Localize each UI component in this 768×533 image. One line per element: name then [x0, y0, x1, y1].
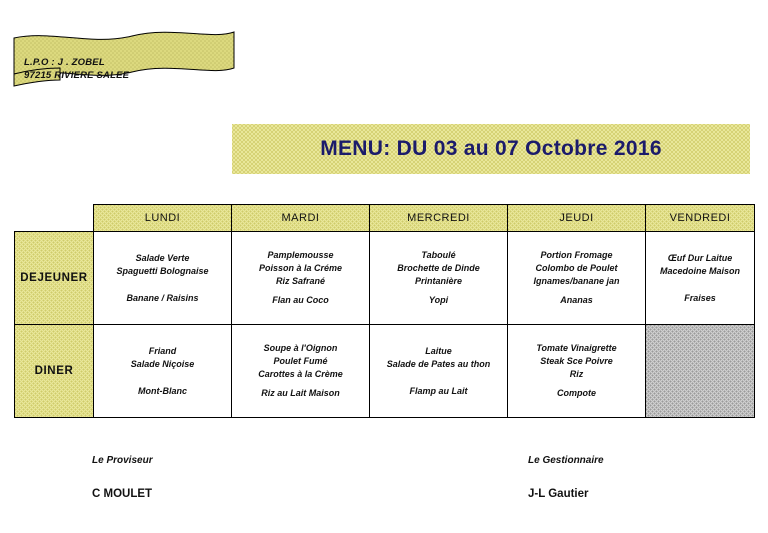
signature-proviseur: [92, 455, 153, 500]
dish: Tomate Vinaigrette: [536, 343, 617, 353]
dish: Steak Sce Poivre: [540, 356, 613, 366]
menu-table: [14, 204, 755, 418]
dish: Colombo de Poulet: [535, 263, 618, 273]
dish: Poisson à la Créme: [258, 263, 343, 273]
dessert: Flamp au Lait: [409, 385, 468, 396]
dish: Riz Safrané: [275, 276, 326, 286]
cell-diner-mercredi: [370, 325, 508, 418]
dish: Soupe à l'Oignon: [263, 343, 338, 353]
dish: Riz: [569, 369, 584, 379]
dish: Portion Fromage: [540, 250, 613, 260]
dish: Œuf Dur Laitue: [667, 252, 733, 263]
row-label-diner: DINER: [15, 325, 94, 418]
cell-diner-jeudi: [508, 325, 646, 418]
table-row: [15, 325, 755, 418]
cell-dejeuner-lundi: [94, 232, 232, 325]
school-name: L.P.O : J . ZOBEL: [24, 57, 105, 68]
dish: Brochette de Dinde: [397, 263, 480, 273]
dish: Taboulé: [421, 250, 456, 260]
dish: Salade de Pates au thon: [386, 358, 491, 369]
column-header-mercredi: MERCREDI: [370, 205, 508, 232]
dish: Printanière: [414, 276, 463, 286]
cell-diner-vendredi-empty: [646, 325, 755, 418]
cell-dejeuner-vendredi: [646, 232, 755, 325]
dish: Salade Niçoise: [130, 358, 195, 369]
dish: Laitue: [425, 345, 452, 356]
dessert: Ananas: [560, 295, 593, 305]
column-header-lundi: LUNDI: [94, 205, 232, 232]
cell-dejeuner-jeudi: [508, 232, 646, 325]
school-address-block: [24, 56, 129, 82]
school-city: 97215 RIVIERE SALEE: [24, 70, 130, 81]
cell-diner-mardi: [232, 325, 370, 418]
signature-name: J-L Gautier: [528, 488, 589, 500]
row-label-dejeuner: DEJEUNER: [15, 232, 94, 325]
cell-diner-lundi: [94, 325, 232, 418]
page-title: MENU: DU 03 au 07 Octobre 2016: [320, 137, 662, 160]
column-header-vendredi: VENDREDI: [646, 205, 755, 232]
signature-role: Le Gestionnaire: [528, 455, 604, 466]
cell-dejeuner-mardi: [232, 232, 370, 325]
dessert: Banane / Raisins: [126, 292, 199, 303]
column-header-mardi: MARDI: [232, 205, 370, 232]
table-row: [15, 232, 755, 325]
table-header-row: [15, 205, 755, 232]
dish: Carottes à la Crème: [258, 369, 343, 379]
dessert: Riz au Lait Maison: [261, 388, 340, 398]
column-header-jeudi: JEUDI: [508, 205, 646, 232]
dessert: Mont-Blanc: [138, 385, 187, 396]
signature-gestionnaire: [528, 455, 604, 500]
dish: Salade Verte: [135, 252, 190, 263]
dessert: Compote: [557, 388, 596, 398]
menu-title-box: [232, 124, 750, 174]
signature-name: C MOULET: [92, 488, 153, 500]
dessert: Yopi: [428, 295, 449, 305]
dish: Friand: [148, 345, 177, 356]
school-ribbon: [12, 28, 237, 90]
dish: Macedoine Maison: [659, 265, 740, 276]
dish: Pamplemousse: [267, 250, 334, 260]
dessert: Flan au Coco: [272, 295, 329, 305]
cell-dejeuner-mercredi: [370, 232, 508, 325]
table-corner-cell: [15, 205, 94, 232]
dish: Poulet Fumé: [273, 356, 328, 366]
dish: Spaguetti Bolognaise: [116, 265, 209, 276]
dish: Ignames/banane jan: [533, 276, 620, 286]
signature-role: Le Proviseur: [92, 455, 153, 466]
dessert: Fraises: [684, 292, 716, 303]
